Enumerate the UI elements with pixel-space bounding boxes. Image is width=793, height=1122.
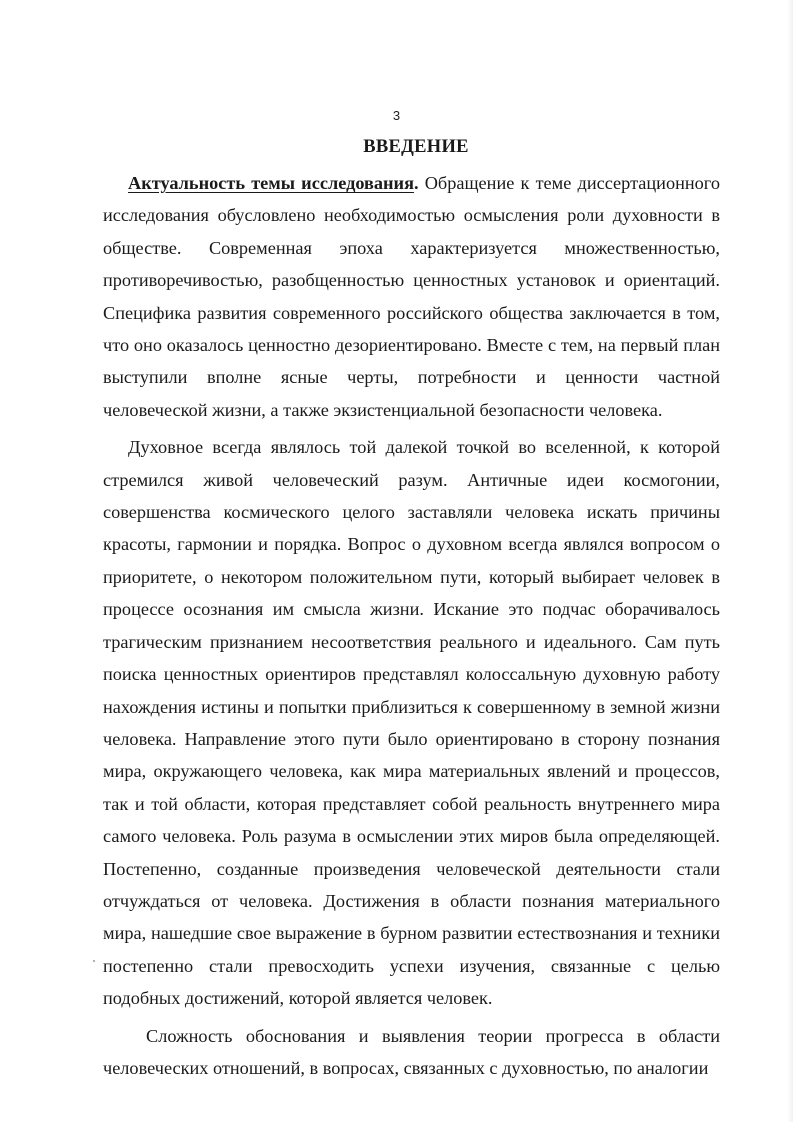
body-text (103, 167, 720, 1084)
page-number: 3 (392, 108, 401, 123)
paragraph-relevance (103, 167, 720, 426)
paragraph-spiritual: Духовное всегда являлось той далекой точкой во вселенной, к которой стремился живой человеческий разум. Античные идеи космогонии, совершенства космического целого заставляли человека искать причины красоты, гармонии и порядка. Вопрос о духовном всегда являлся вопросом о приоритете, о некотором положительном пути, который выбирает человек в процессе осознания им смысла жизни. Искание это подчас оборачивалось трагическим признанием несоответствия реального и идеального. Сам путь поиска ценностных ориентиров представлял колоссальную духовную работу нахождения истины и попытки приблизиться к совершенному в земной жизни человека. Направление этого пути было ориентировано в сторону познания мира, окружающего человека, как мира материальных явлений и процессов, так и той области, которая представляет собой реальность внутреннего мира самого человека. Роль разума в осмыслении этих миров была определяющей. Постепенно, созданные произведения человеческой деятельности стали отчуждаться от человека. Достижения в области познания материального мира, нашедшие свое выражение в бурном развитии естествознания и техники постепенно стали превосходить успехи изучения, связанные с целью подобных достижений, которой является человек. (103, 437, 720, 1009)
section-heading: ВВЕДЕНИЕ (363, 137, 469, 157)
scan-edge-shade (787, 0, 793, 1122)
relevance-lead-punctuation: . (413, 173, 419, 193)
paragraph-complexity: Сложность обоснования и выявления теории прогресса в области человеческих отношений, в вопросах, связанных с духовностью, по аналогии (103, 1025, 720, 1078)
relevance-text: Обращение к теме диссертационного исследования обусловлено необходимостью осмысления роли духовности в обществе. Современная эпоха характеризуется множественностью, противоречивостью, разобщенностью ценностных установок и ориентаций. Специфика развития современного российского общества заключается в том, что оно оказалось ценностно дезориентировано. Вместе с тем, на первый план выступили вполне ясные черты, потребности и ценности частной человеческой жизни, а также экзистенциальной безопасности человека. (103, 173, 720, 420)
relevance-lead: Актуальность темы исследования (128, 173, 414, 193)
scan-speck (93, 960, 95, 962)
